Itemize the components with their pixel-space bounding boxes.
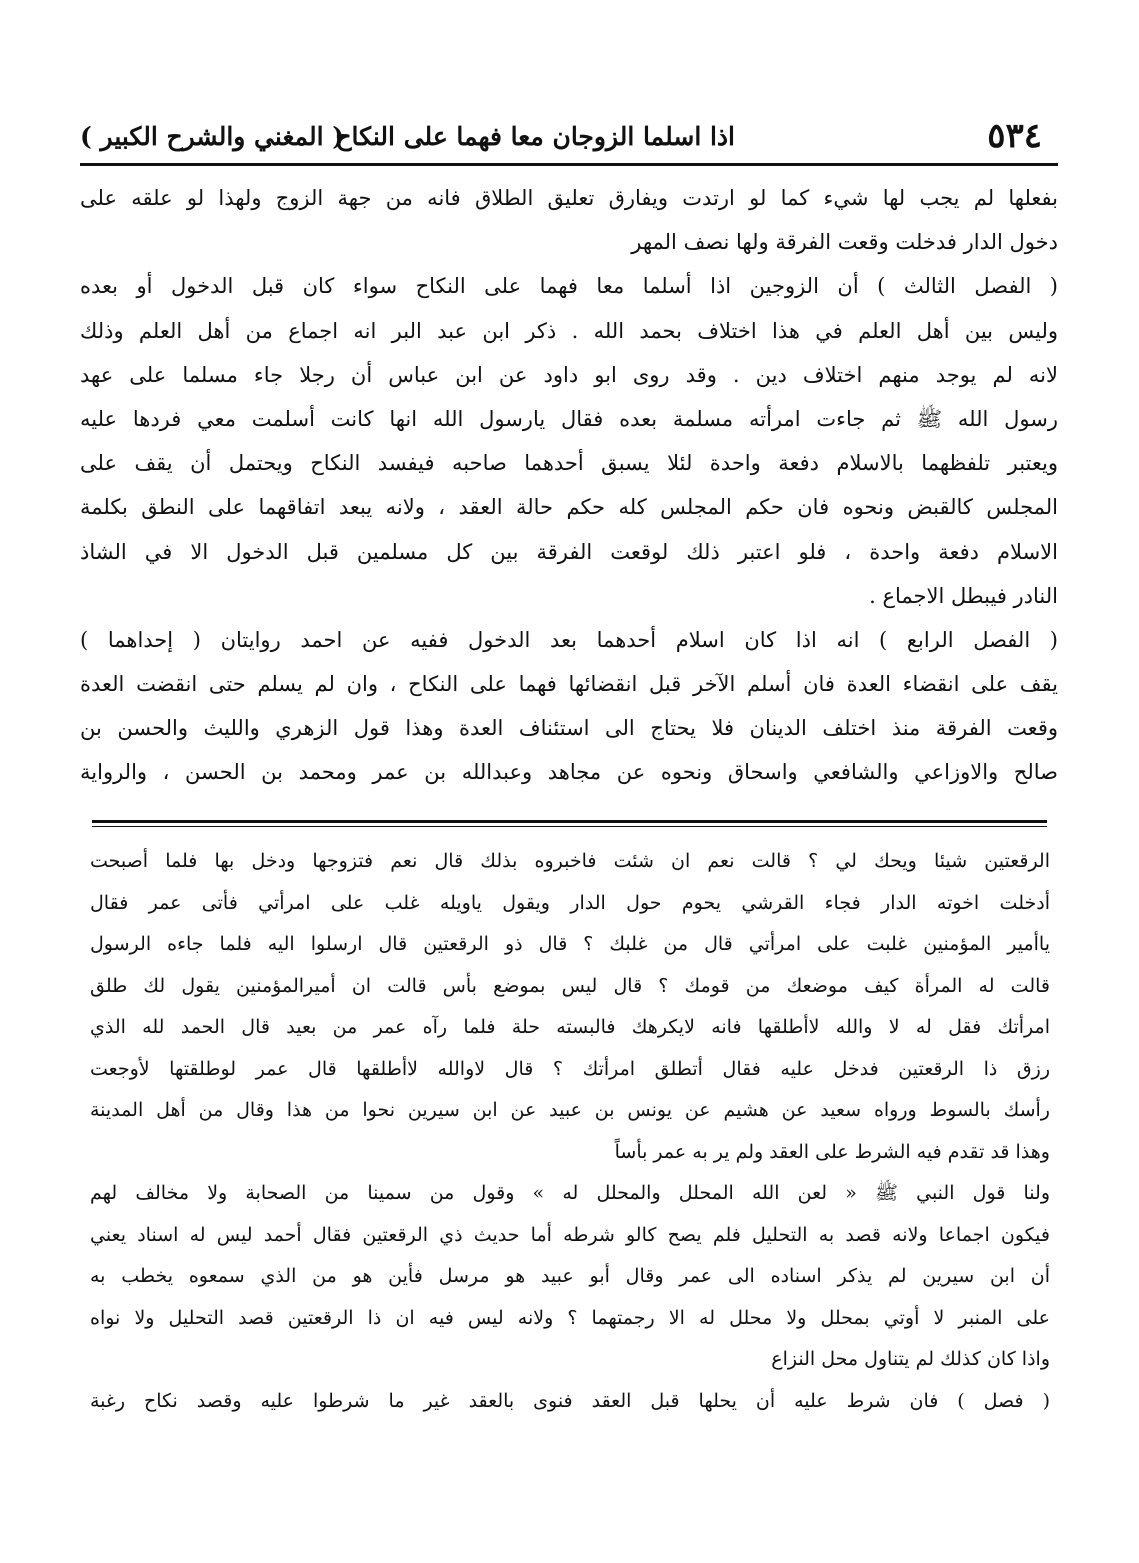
footnote-rule-thin (92, 826, 1047, 827)
main-line: ( الفصل الرابع ) انه اذا كان اسلام أحدهما بعد الدخول ففيه عن احمد روايتان ( إحداهما ) (80, 627, 1058, 652)
lower-line: أن ابن سيرين لم يذكر اسناده الى عمر وقال أبو عبيد هو مرسل فأين هو من الذي سمعوه يخطب به (90, 1265, 1050, 1287)
main-line: الاسلام دفعة واحدة ، فلو اعتبر ذلك لوقعت الفرقة بين كل مسلمين قبل الدخول الا في الشاذ (80, 539, 1058, 564)
main-line: ( الفصل الثالث ) أن الزوجين اذا أسلما معا فهما على النكاح سواء كان قبل الدخول أو بعده (80, 274, 1058, 299)
main-line: وليس بين أهل العلم في هذا اختلاف بحمد الله . ذكر ابن عبد البر انه اجماع من أهل العلم وذلك (80, 318, 1058, 343)
chapter-title: اذا اسلما الزوجان معا فهما على النكاح (335, 122, 735, 151)
main-line: لانه لم يوجد منهم اختلاف دين . وقد روى ابو داود عن ابن عباس أن رجلا جاء مسلما على عهد (80, 362, 1058, 387)
main-text (80, 176, 1058, 795)
lower-line: ياأمير المؤمنين غلبت على امرأتي قال من غلبك ؟ قال ذو الرقعتين قال ارسلوا اليه فلما جاءه الرسول (90, 933, 1050, 955)
main-line: دخول الدار فدخلت وقعت الفرقة ولها نصف المهر (631, 230, 1058, 255)
page-header (80, 112, 1060, 162)
main-line: بفعلها لم يجب لها شيء كما لو ارتدت ويفارق تعليق الطلاق فانه من جهة الزوج ولهذا لو علقه على (80, 186, 1058, 210)
lower-line: وهذا قد تقدم فيه الشرط على العقد ولم ير به عمر بأساً (614, 1140, 1050, 1163)
lower-line: رأسك بالسوط ورواه سعيد عن هشيم عن يونس بن عبيد عن ابن سيرين نحوا من هذا وقال من أهل المدينة (90, 1099, 1050, 1121)
lower-text (90, 841, 1050, 1422)
main-line: وقعت الفرقة منذ اختلف الدينان فلا يحتاج الى استئناف العدة وهذا قول الزهري والليث والحسن بن (80, 716, 1058, 741)
main-line: يقف على انقضاء العدة فان أسلم الآخر قبل انقضائها فهما على النكاح ، وان لم يسلم حتى انقضت العدة (80, 672, 1058, 697)
main-line: ويعتبر تلفظهما بالاسلام دفعة واحدة لئلا يسبق أحدهما صاحبه فيفسد النكاح ويحتمل أن يقف على (80, 451, 1058, 476)
lower-line: رزق ذا الرقعتين فدخل عليه فقال أتطلق امرأتك ؟ قال لاوالله لاأطلقها قال عمر لوطلقتها لأوجعت (90, 1057, 1050, 1080)
lower-line: ولنا قول النبي ﷺ « لعن الله المحلل والمحلل له » وقول من سمينا من الصحابة ولا مخالف لهم (90, 1182, 1050, 1204)
main-line: صالح والاوزاعي والشافعي واسحاق ونحوه عن مجاهد وعبدالله بن عمر ومحمد بن الحسن ، والرواية (80, 760, 1058, 785)
lower-line: فيكون اجماعا ولانه قصد به التحليل فلم يصح كالو شرطه أما حديث ذي الرقعتين فقال أحمد ليس له اسناد يعني (90, 1223, 1050, 1246)
book-title: ( المغني والشرح الكبير ) (80, 122, 345, 151)
page-number: ٥٣٤ (987, 116, 1042, 156)
lower-line: الرقعتين شيئا ويحك لي ؟ قالت نعم ان شئت فاخبروه بذلك قال نعم فتزوجها ودخل بها فلما أصبحت (90, 850, 1050, 872)
lower-line: ( فصل ) فان شرط عليه أن يحلها قبل العقد فنوى بالعقد غير ما شرطوا عليه وقصد نكاح رغبة (90, 1389, 1050, 1412)
main-line: رسول الله ﷺ ثم جاءت امرأته مسلمة بعده فقال يارسول الله انها كانت أسلمت معي فردها عليه (80, 406, 1058, 431)
lower-line: قالت له المرأة كيف موضعك من قومك ؟ قال ليس بموضع بأس قالت ان أميرالمؤمنين يقول لك طلق (90, 974, 1050, 997)
lower-line: أدخلت اخوته الدار فجاء القرشي يحوم حول الدار ويقول ياويله غلب على امرأتي فأتى عمر فقال (90, 891, 1050, 914)
main-line: المجلس كالقبض ونحوه فان حكم المجلس كله حكم حالة العقد ، ولانه يبعد اتفاقهما على النطق بكلمة (80, 495, 1058, 520)
lower-line: واذا كان كذلك لم يتناول محل النزاع (771, 1348, 1050, 1370)
footnote-rule (92, 820, 1047, 823)
header-rule (80, 163, 1058, 166)
lower-line: على المنبر لا أوتي بمحلل ولا محلل له الا رجمتهما ؟ ولانه ليس فيه ان ذا الرقعتين قصد التحليل ولا نواه (90, 1306, 1050, 1329)
lower-line: امرأتك فقل له لا والله لاأطلقها فانه لايكرهك فالبسته حلة فلما رآه عمر من بعيد قال الحمد لله الذي (90, 1016, 1050, 1038)
main-line: النادر فيبطل الاجماع . (869, 583, 1058, 608)
